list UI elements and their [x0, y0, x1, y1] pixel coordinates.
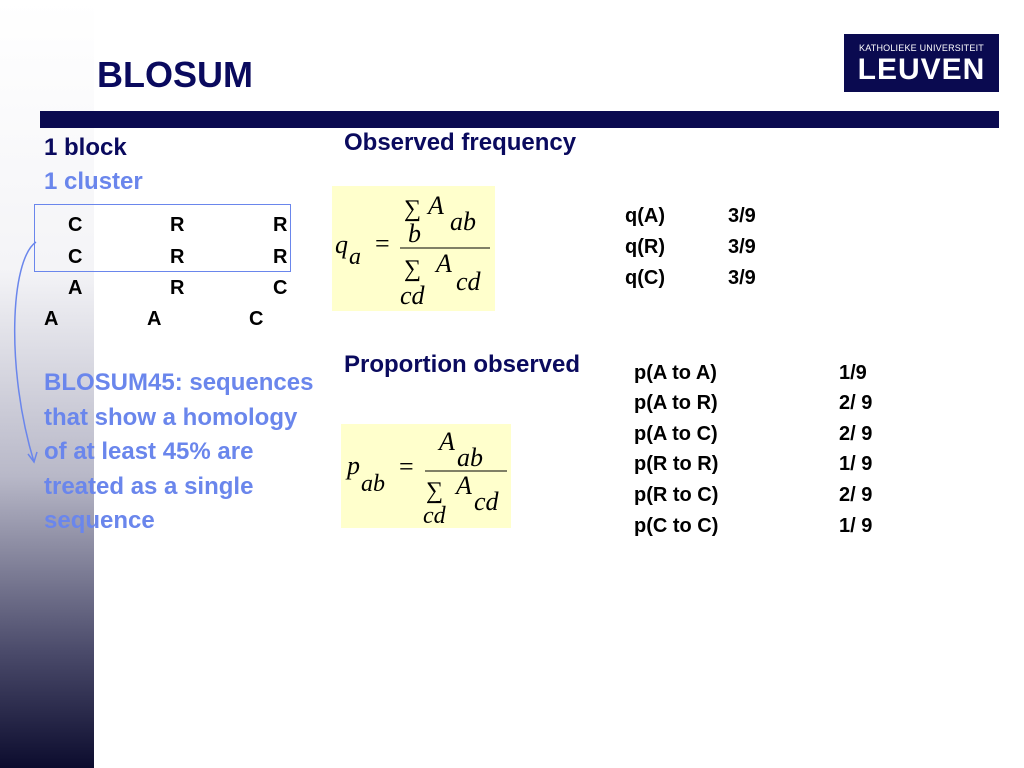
logo-top-text: KATHOLIEKE UNIVERSITEIT [859, 43, 984, 53]
p-value: 1/ 9 [839, 453, 873, 475]
formula-lhs: p [347, 451, 360, 480]
sequence-cell: A [44, 308, 59, 330]
formula-den-index: cd [423, 503, 446, 528]
formula-num-var: A [439, 427, 455, 456]
block-label: 1 block [44, 134, 127, 161]
formula-den-sub: cd [456, 267, 481, 296]
observed-frequency-heading: Observed frequency [344, 129, 577, 156]
sequence-cell: C [68, 214, 83, 236]
sum-icon: ∑ [404, 256, 422, 282]
p-value: 2/ 9 [839, 484, 873, 506]
p-label: p(R to R) [634, 453, 719, 475]
sequence-cell: C [68, 246, 83, 268]
q-label: q(A) [625, 205, 665, 227]
sequence-cell: A [147, 308, 162, 330]
slide-title: BLOSUM [97, 54, 253, 95]
formula-lhs: q [335, 230, 348, 259]
q-value: 3/9 [728, 236, 756, 258]
cluster-arrow [4, 240, 44, 470]
formula-num-sub: ab [450, 207, 476, 236]
p-value: 1/ 9 [839, 515, 873, 537]
sequence-cell: C [273, 277, 288, 299]
sum-icon: ∑ [426, 478, 444, 504]
q-label: q(C) [625, 267, 665, 289]
sequence-cell: C [249, 308, 264, 330]
formula-equals: = [375, 229, 390, 258]
q-value: 3/9 [728, 205, 756, 227]
observed-frequency-formula [332, 186, 495, 311]
sequence-cell: R [273, 246, 288, 268]
p-label: p(R to C) [634, 484, 719, 506]
formula-lhs-sub: ab [361, 471, 385, 497]
sum-icon: ∑ [404, 196, 422, 222]
p-value: 2/ 9 [839, 423, 873, 445]
p-value: 1/9 [839, 362, 867, 384]
p-label: p(A to A) [634, 362, 717, 384]
proportion-observed-formula [341, 424, 511, 528]
formula-den-index: cd [400, 281, 425, 310]
p-label: p(A to C) [634, 423, 718, 445]
formula-equals: = [399, 452, 414, 481]
proportion-observed-heading: Proportion observed [344, 351, 581, 378]
formula-den-var: A [456, 471, 472, 500]
formula-num-var: A [428, 191, 444, 220]
header-rule [40, 111, 999, 128]
formula-den-sub: cd [474, 487, 499, 516]
sequence-cell: R [170, 246, 185, 268]
formula-den-var: A [436, 249, 452, 278]
university-logo [844, 34, 999, 92]
sequence-cell: R [273, 214, 288, 236]
sequence-cell: A [68, 277, 83, 299]
p-value: 2/ 9 [839, 392, 873, 414]
blosum45-note: BLOSUM45: sequences that show a homology of at least 45% are treated as a single sequence [44, 369, 314, 534]
sequence-cell: R [170, 214, 185, 236]
formula-lhs-sub: a [349, 244, 361, 270]
formula-num-index: b [408, 219, 421, 248]
p-label: p(A to R) [634, 392, 718, 414]
logo-main-text: LEUVEN [857, 53, 986, 86]
sequence-cell: R [170, 277, 185, 299]
formula-num-sub: ab [457, 443, 483, 472]
cluster-label: 1 cluster [44, 168, 143, 195]
p-label: p(C to C) [634, 515, 719, 537]
q-value: 3/9 [728, 267, 756, 289]
q-label: q(R) [625, 236, 665, 258]
